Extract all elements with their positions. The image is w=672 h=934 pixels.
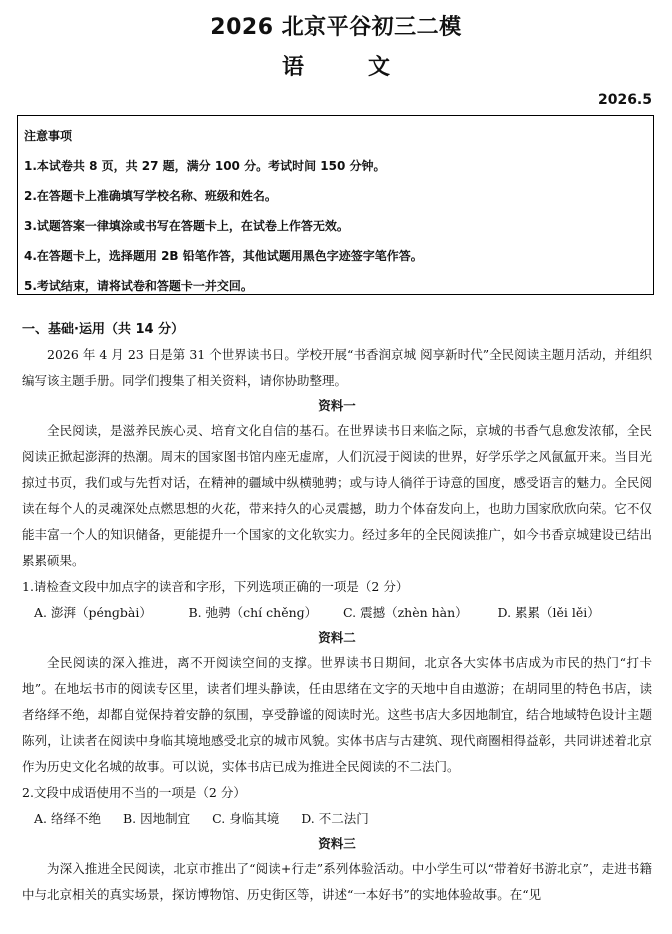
option-c: C. 身临其境: [212, 811, 280, 826]
material-text: 全民阅读的深入推进，离不开阅读空间的支撑。世界读书日期间，北京各大实体书店成为市民的热门“打卡地”。在地坛书市的阅读专区里，读者们埋头静读，任由思绪在文字的天地中自由遨游；在胡同里的特色书店，读者络绎不绝，却都自觉保持着安静的氛围，享受静谧的阅读时光。这些书店大多因地制宜，结合地域特色设计主题陈列，让读者在阅读中身临其境地感受北京的城市风貌。实体书店与古建筑、现代商圈相得益彰，共同讲述着北京作为历史文化名城的故事。可以说，实体书店已成为推进全民阅读的不二法门。: [22, 655, 652, 774]
question-options: [22, 806, 652, 832]
material-title: 资料二: [318, 630, 356, 645]
question-options: [22, 600, 652, 626]
notice-item: 4.在答题卡上，选择题用 2B 铅笔作答，其他试题用黑色字迹签字笔作答。: [24, 249, 423, 263]
material-title: 资料一: [318, 398, 356, 413]
option-a: A. 澎湃（pénɡbài）: [34, 605, 152, 620]
subject-char-1: 语: [281, 55, 304, 80]
exam-date: 2026.5: [597, 92, 652, 108]
material-text: 为深入推进全民阅读，北京市推出了“阅读+行走”系列体验活动。中小学生可以“带着好书游北京”，走进书籍中与北京相关的真实场景，探访博物馆、历史街区等，讲述“一本好书”的实地体验故事。在“见: [22, 861, 652, 902]
option-b: B. 弛骋（chí chěnɡ）: [188, 605, 318, 620]
material-title: 资料三: [318, 836, 356, 851]
material-text: 全民阅读，是滋养民族心灵、培育文化自信的基石。在世界读书日来临之际，京城的书香气息愈发浓郁，全民阅读正掀起澎湃的热潮。周末的国家图书馆内座无虚席，人们沉浸于阅读的世界，好学乐学之风氤氲开来。当目光掠过书页，我们或与先哲对话，在精神的疆域中纵横驰骋；或与诗人徜徉于诗意的国度，感受语言的魅力。全民阅读在每个人的灵魂深处点燃思想的火花，带来持久的心灵震撼，助力个体奋发向上，也助力国家欣欣向荣。它不仅能丰富一个人的知识储备，更能提升一个国家的文化软实力。经过多年的全民阅读推广，如今书香京城建设已结出累累硕果。: [22, 423, 652, 568]
option-b: B. 因地制宜: [122, 811, 191, 826]
section-intro: 2026 年 4 月 23 日是第 31 个世界读书日。学校开展“书香润京城 阅享新时代”全民阅读主题月活动，并组织编写该主题手册。同学们搜集了相关资料，请你协助整理。: [22, 347, 652, 388]
option-d: D. 累累（lěi lěi）: [497, 605, 600, 620]
question-stem: 2.文段中成语使用不当的一项是（2 分）: [22, 785, 246, 800]
notice-item: 5.考试结束，请将试卷和答题卡一并交回。: [24, 279, 253, 293]
option-a: A. 络绎不绝: [34, 811, 101, 826]
option-d: D. 不二法门: [301, 811, 369, 826]
notice-heading: 注意事项: [24, 129, 73, 143]
section-heading: 一、基础·运用（共 14 分）: [22, 322, 185, 337]
subject-char-2: 文: [368, 55, 391, 80]
notice-item: 3.试题答案一律填涂或书写在答题卡上，在试卷上作答无效。: [24, 219, 349, 233]
option-c: C. 震撼（zhèn hàn）: [343, 605, 468, 620]
notice-box: [17, 115, 654, 295]
exam-subject: [0, 50, 672, 81]
notice-item: 2.在答题卡上准确填写学校名称、班级和姓名。: [24, 189, 277, 203]
exam-content: [22, 318, 652, 908]
notice-item: 1.本试卷共 8 页，共 27 题，满分 100 分。考试时间 150 分钟。: [24, 159, 386, 173]
question-stem: 1.请检查文段中加点字的读音和字形，下列选项正确的一项是（2 分）: [22, 579, 409, 594]
exam-title: 2026 北京平谷初三二模: [210, 15, 462, 40]
